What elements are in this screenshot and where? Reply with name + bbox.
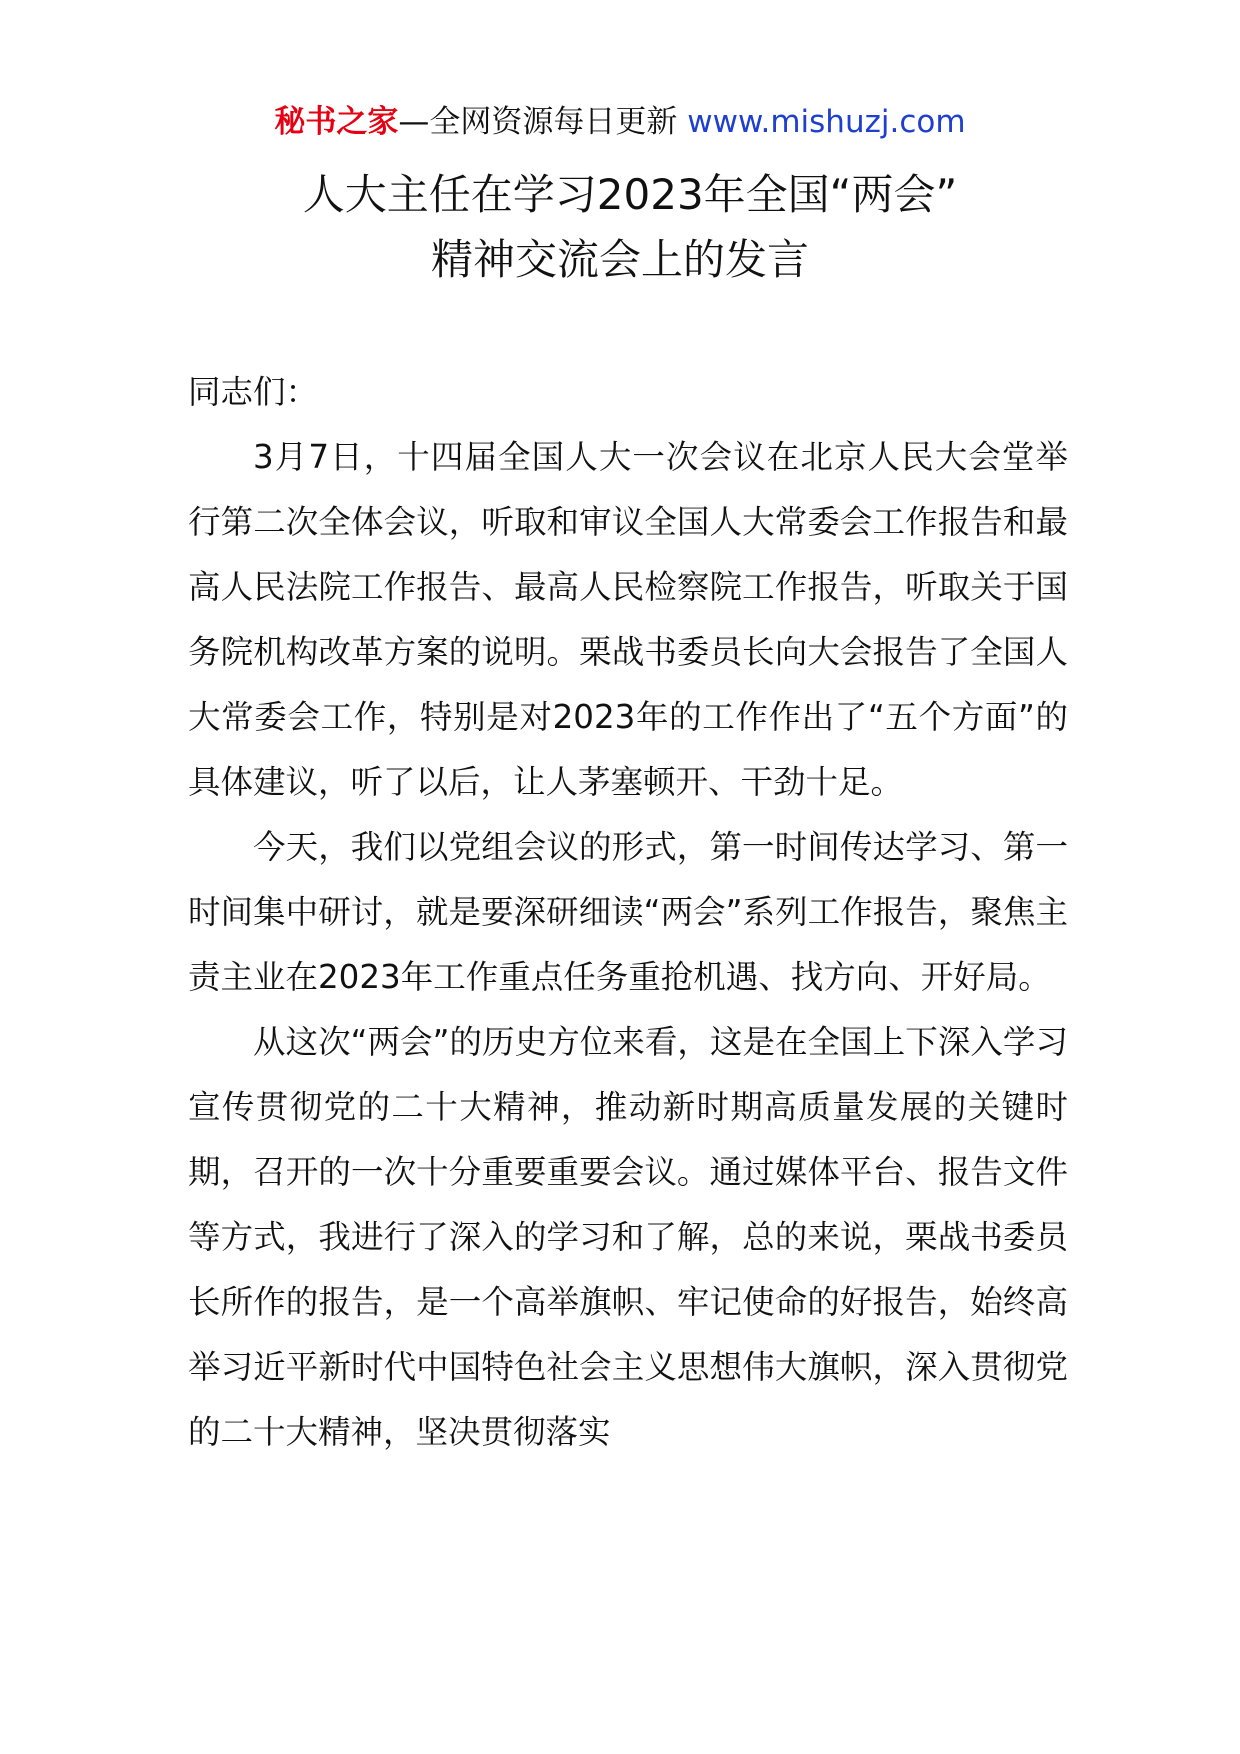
document-title-line-2: 精神交流会上的发言 xyxy=(430,235,809,284)
document-body xyxy=(188,360,1068,1465)
salutation: 同志们： xyxy=(188,373,319,411)
header-slogan: —全网资源每日更新 xyxy=(398,104,678,140)
brand-name: 秘书之家 xyxy=(274,104,399,140)
document-title-line-1: 人大主任在学习2023年全国“两会” xyxy=(302,170,958,219)
paragraph-1: 3月7日，十四届全国人大一次会议在北京人民大会堂举行第二次全体会议，听取和审议全国人大常委会工作报告和最高人民法院工作报告、最高人民检察院工作报告，听取关于国务院机构改革方案的说明。栗战书委员长向大会报告了全国人大常委会工作，特别是对2023年的工作作出了“五个方面”的具体建议，听了以后，让人茅塞顿开、干劲十足。 xyxy=(188,438,1068,801)
paragraph-3: 从这次“两会”的历史方位来看，这是在全国上下深入学习宣传贯彻党的二十大精神，推动新时期高质量发展的关键时期，召开的一次十分重要重要会议。通过媒体平台、报告文件等方式，我进行了深入的学习和了解，总的来说，栗战书委员长所作的报告，是一个高举旗帜、牢记使命的好报告，始终高举习近平新时代中国特色社会主义思想伟大旗帜，深入贯彻党的二十大精神，坚决贯彻落实 xyxy=(188,1023,1068,1451)
paragraph-2: 今天，我们以党组会议的形式，第一时间传达学习、第一时间集中研讨，就是要深研细读“两会”系列工作报告，聚焦主责主业在2023年工作重点任务重抢机遇、找方向、开好局。 xyxy=(188,828,1068,996)
site-url[interactable]: www.mishuzj.com xyxy=(677,104,966,140)
page-header xyxy=(0,102,1240,142)
